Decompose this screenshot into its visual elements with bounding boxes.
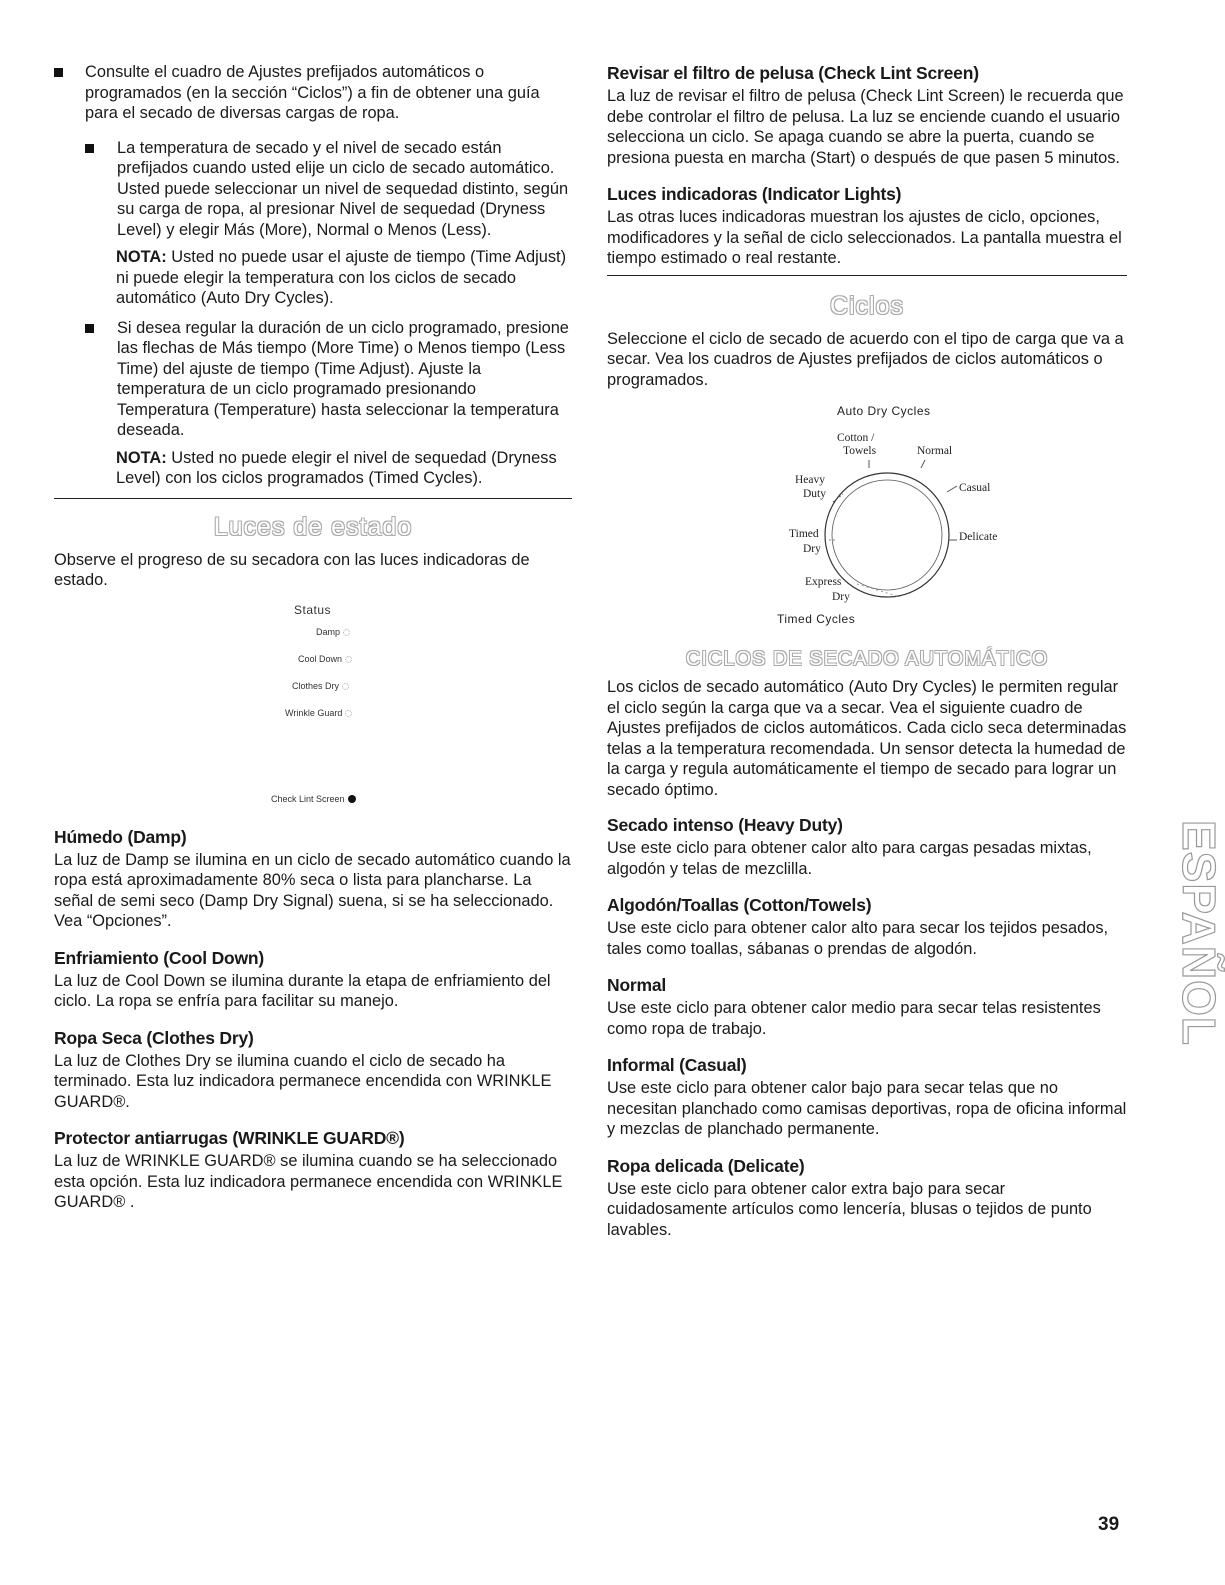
section-indicator-lights: Luces indicadoras (Indicator Lights) Las otras luces indicadoras muestran los ajustes de ciclo, opciones, modificadores y la señal de ciclo seleccionados. La pantalla muestra el tiempo estimado o real restante.	[607, 184, 1122, 267]
divider	[54, 498, 572, 499]
status-heading: Status	[294, 602, 332, 617]
side-tab-espanol	[1150, 820, 1225, 1060]
section-delicate: Ropa delicada (Delicate) Use este ciclo para obtener calor extra bajo para secar cuidadosamente artículos como lencería, blusas o tejidos de punto lavables.	[607, 1155, 1092, 1239]
cycle-dial-diagram	[607, 390, 1127, 630]
dial-label-timed: Timed	[789, 528, 819, 540]
auto-dry-intro: Los ciclos de secado automático (Auto Dry Cycles) le permiten regular el ciclo según la carga que va a secar. Vea el siguiente cuadro de Ajustes prefijados de ciclos automáticos. Cada ciclo seca determinadas telas a la temperatura recomendada. Un sensor detecta la humedad de la carga y regula automáticamente el tiempo de secado para lograr un secado óptimo.	[607, 678, 1127, 799]
auto-dry-caption: Auto Dry Cycles	[837, 404, 931, 418]
section-clothes-dry: Ropa Seca (Clothes Dry) La luz de Clothes Dry se ilumina cuando el ciclo de secado ha terminado. Esta luz indicadora permanece encendida con WRINKLE GUARD®.	[54, 1027, 552, 1111]
status-item-wrinkle-guard: Wrinkle Guard	[285, 708, 352, 718]
ciclos-intro: Seleccione el ciclo de secado de acuerdo con el tipo de carga que va a secar. Vea los cuadros de Ajustes prefijados de ciclos automáticos o programados.	[607, 329, 1124, 389]
section-check-lint: Revisar el filtro de pelusa (Check Lint Screen) La luz de revisar el filtro de pelusa (Check Lint Screen) le recuerda que debe controlar el filtro de pelusa. La luz se enciende cuando el usuario selecciona un ciclo. Se apaga cuando se abre la puerta, cuando se presiona puesta en marcha (Start) o después de que pasen 5 minutos.	[607, 63, 1124, 167]
bullet-temperatura: La temperatura de secado y el nivel de secado están prefijados cuando usted elije un ciclo de secado automático. Usted puede seleccionar un nivel de sequedad distinto, según su carga de ropa, al presionar Nivel de sequedad (Dryness Level) y elegir Más (More), Normal o Menos (Less).	[83, 138, 572, 241]
section-casual: Informal (Casual) Use este ciclo para obtener calor bajo para secar telas que no necesitan planchado como camisas deportivas, ropa de oficina informal y mezclas de planchado permanente.	[607, 1055, 1127, 1138]
status-diagram	[54, 591, 572, 826]
divider	[607, 275, 1127, 276]
status-item-clothes-dry: Clothes Dry	[292, 681, 349, 691]
note-2: NOTA: Usted no puede elegir el nivel de sequedad (Dryness Level) con los ciclos programados (Timed Cycles).	[116, 448, 557, 487]
bullet-duracion: Si desea regular la duración de un ciclo programado, presione las flechas de Más tiempo (More Time) o Menos tiempo (Less Time) del ajuste de tiempo (Time Adjust). Ajuste la temperatura de un ciclo programado presionando Temperatura (Temperature) hasta seleccionar la temperatura deseada.	[83, 318, 572, 441]
led-icon	[345, 656, 352, 663]
section-heavy-duty: Secado intenso (Heavy Duty) Use este ciclo para obtener calor alto para cargas pesadas mixtas, algodón y telas de mezclilla.	[607, 815, 1092, 878]
status-item-damp: Damp	[316, 627, 350, 637]
dial-label-towels: Towels	[843, 445, 877, 457]
led-icon	[345, 710, 352, 717]
timed-cycles-caption: Timed Cycles	[777, 612, 856, 626]
check-lint-icon	[348, 795, 356, 803]
auto-dry-title: CICLOS DE SECADO AUTOMÁTICO	[685, 648, 1049, 670]
left-column	[54, 62, 572, 1228]
section-wrinkle-guard: Protector antiarrugas (WRINKLE GUARD®) La luz de WRINKLE GUARD® se ilumina cuando se ha seleccionado esta opción. Esta luz indicadora permanece encendida con WRINKLE GUARD® .	[54, 1128, 563, 1211]
note-1: NOTA: Usted no puede usar el ajuste de tiempo (Time Adjust) ni puede elegir la temperatura con los ciclos de secado automático (Auto Dry Cycles).	[116, 248, 567, 307]
led-icon	[342, 683, 349, 690]
section-normal: Normal Use este ciclo para obtener calor medio para secar telas resistentes como ropa de trabajo.	[607, 975, 1101, 1038]
section-cool-down: Enfriamiento (Cool Down) La luz de Cool Down se ilumina durante la etapa de enfriamiento del ciclo. La ropa se enfría para facilitar su manejo.	[54, 947, 551, 1010]
status-item-check-lint: Check Lint Screen	[271, 794, 356, 804]
dial-knob-icon	[607, 390, 1127, 630]
page-number: 39	[1098, 1514, 1120, 1535]
section-cotton-towels: Algodón/Toallas (Cotton/Towels) Use este ciclo para obtener calor alto para secar los tejidos pesados, tales como toallas, sábanas o prendas de algodón.	[607, 895, 1109, 958]
ciclos-title: Ciclos	[829, 291, 905, 320]
dial-label-cotton: Cotton /	[837, 432, 875, 444]
svg-text:ESPAÑOL: ESPAÑOL	[1173, 820, 1225, 1046]
status-item-cool-down: Cool Down	[298, 654, 352, 664]
led-icon	[343, 629, 350, 636]
status-section-title: Luces de estado	[213, 512, 413, 541]
dial-label-express: Express	[805, 576, 842, 588]
dial-label-delicate: Delicate	[959, 531, 998, 543]
dial-label-duty: Duty	[803, 488, 826, 500]
dial-label-casual: Casual	[959, 482, 991, 494]
bullet-ajustes: Consulte el cuadro de Ajustes prefijados automáticos o programados (en la sección “Ciclos”) a fin de obtener una guía para el secado de diversas cargas de ropa.	[54, 62, 572, 124]
dial-label-timed-dry: Dry	[803, 543, 821, 555]
dial-label-normal: Normal	[917, 445, 953, 457]
dial-label-heavy: Heavy	[795, 474, 826, 486]
status-intro: Observe el progreso de su secadora con las luces indicadoras de estado.	[54, 550, 530, 589]
dial-label-express-dry: Dry	[832, 591, 850, 603]
right-column	[607, 62, 1127, 1255]
section-damp: Húmedo (Damp) La luz de Damp se ilumina en un ciclo de secado automático cuando la ropa está aproximadamente 80% seca o lista para plancharse. La señal de semi seco (Damp Dry Signal) suena, si se ha seleccionado. Vea “Opciones”.	[54, 826, 571, 930]
